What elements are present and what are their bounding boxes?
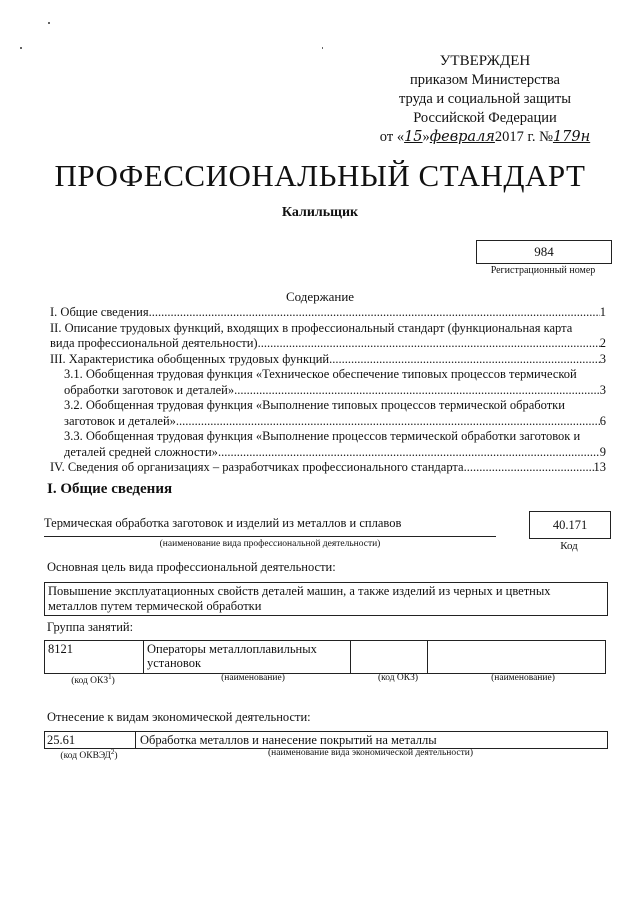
activity-code-box: 40.171 xyxy=(529,511,611,539)
caption-text: ) xyxy=(111,676,115,687)
toc-item[interactable] xyxy=(50,352,606,368)
scan-speck xyxy=(20,47,22,49)
toc-leader xyxy=(149,305,600,321)
group-label: Группа занятий: xyxy=(47,620,134,634)
toc-item-page: 1 xyxy=(599,305,606,319)
caption-text: (код ОКВЭД xyxy=(60,751,111,762)
econ-caption-name: (наименование вида экономической деятельности) xyxy=(268,748,473,758)
okz-name-cell xyxy=(428,641,606,674)
toc-leader xyxy=(258,336,600,352)
date-month: февраля xyxy=(429,129,495,145)
toc-item-label: деталей средней сложности» xyxy=(64,444,218,459)
date-year: 2017 г. № xyxy=(494,129,553,145)
caption-text: ) xyxy=(114,751,118,762)
okz-name-line: установок xyxy=(147,656,202,670)
approval-block xyxy=(360,52,610,147)
toc-item-page: 13 xyxy=(593,460,606,474)
toc-leader xyxy=(176,414,600,430)
activity-name-field: Термическая обработка заготовок и изделий из металлов и сплавов xyxy=(44,516,496,537)
okved-name-cell: Обработка металлов и нанесение покрытий на металлы xyxy=(140,733,437,747)
toc-leader xyxy=(464,460,594,476)
approval-line: Российской Федерации xyxy=(413,110,557,126)
toc-item-label: обработки заготовок и деталей» xyxy=(64,382,235,397)
toc-item-label: III. Характеристика обобщенных трудовых функций xyxy=(50,351,330,366)
goal-text-line: металлов путем термической обработки xyxy=(48,599,262,613)
toc-item[interactable] xyxy=(50,460,606,476)
okz-name-line: Операторы металлоплавильных xyxy=(147,642,317,656)
activity-caption: (наименование вида профессиональной деятельности) xyxy=(159,539,381,549)
occupation-group-table xyxy=(44,640,606,674)
scan-speck xyxy=(322,47,323,49)
toc-item-page: 3 xyxy=(599,382,606,397)
econ-caption-code xyxy=(44,748,134,761)
approval-line: приказом Министерства xyxy=(410,72,560,88)
toc-item[interactable] xyxy=(50,429,606,460)
footnote-marker: 1 xyxy=(108,673,112,681)
toc-item-label: II. Описание трудовых функций, входящих в профессиональный стандарт (функциональная карта xyxy=(50,320,573,335)
registration-number-box: 984 xyxy=(476,240,612,264)
approval-title: УТВЕРЖДЕН xyxy=(439,53,531,69)
toc-item-page: 3 xyxy=(599,351,606,366)
caption-text: (код ОКЗ xyxy=(71,676,109,687)
section-heading: I. Общие сведения xyxy=(47,481,173,497)
code-caption: Код xyxy=(560,540,578,552)
toc-leader xyxy=(234,383,600,399)
toc-item-label: IV. Сведения об организациях – разработчиках профессионального стандарта xyxy=(50,460,464,474)
scan-speck xyxy=(48,22,50,24)
toc-item-page: 6 xyxy=(599,413,606,428)
toc-leader xyxy=(329,352,600,368)
group-caption-name2: (наименование) xyxy=(491,673,555,683)
goal-text-line: Повышение эксплуатационных свойств деталей машин, а также изделий из черных и цветных xyxy=(48,584,551,598)
toc-item[interactable] xyxy=(50,367,606,398)
okz-name-cell xyxy=(144,641,351,674)
toc-item[interactable] xyxy=(50,321,606,352)
toc-item-label: 3.1. Обобщенная трудовая функция «Техническое обеспечение типовых процессов термической xyxy=(64,367,577,381)
econ-label: Отнесение к видам экономической деятельности: xyxy=(47,710,311,724)
toc-item-page: 9 xyxy=(599,444,606,459)
goal-label: Основная цель вида профессиональной деятельности: xyxy=(47,560,336,574)
toc-title: Содержание xyxy=(285,289,355,304)
econ-table xyxy=(44,731,608,749)
date-prefix: от « xyxy=(379,129,405,145)
date-day: 15 xyxy=(404,129,423,145)
page-title: ПРОФЕССИОНАЛЬНЫЙ СТАНДАРТ xyxy=(54,158,586,193)
toc-item-label: I. Общие сведения xyxy=(50,305,149,319)
toc-leader xyxy=(218,445,600,461)
table-of-contents xyxy=(50,305,606,476)
approval-line: труда и социальной защиты xyxy=(399,91,571,107)
table-row xyxy=(45,641,606,674)
toc-item[interactable] xyxy=(50,398,606,429)
cell-divider xyxy=(135,732,136,748)
okz-code-cell: 8121 xyxy=(45,641,144,674)
group-caption-code2: (код ОКЗ) xyxy=(377,673,419,683)
okved-code-cell: 25.61 xyxy=(47,733,76,747)
toc-item[interactable] xyxy=(50,305,606,321)
registration-caption: Регистрационный номер xyxy=(490,265,596,276)
group-caption-code xyxy=(44,673,142,686)
toc-item-label: вида профессиональной деятельности) xyxy=(50,336,258,350)
date-mid: » xyxy=(422,129,430,145)
toc-item-label: 3.3. Обобщенная трудовая функция «Выполнение процессов термической обработки заготовок и xyxy=(64,429,581,443)
toc-item-page: 2 xyxy=(599,336,606,350)
page-subtitle: Калильщик xyxy=(281,205,359,220)
toc-item-label: заготовок и деталей» xyxy=(64,413,176,428)
group-caption-name: (наименование) xyxy=(221,673,285,683)
footnote-marker: 2 xyxy=(110,748,115,756)
okz-code-cell xyxy=(351,641,428,674)
approval-date-line xyxy=(360,128,610,147)
order-number: 179н xyxy=(552,129,591,145)
toc-item-label: 3.2. Обобщенная трудовая функция «Выполнение типовых процессов термической обработки xyxy=(64,398,565,412)
goal-box xyxy=(44,582,608,616)
